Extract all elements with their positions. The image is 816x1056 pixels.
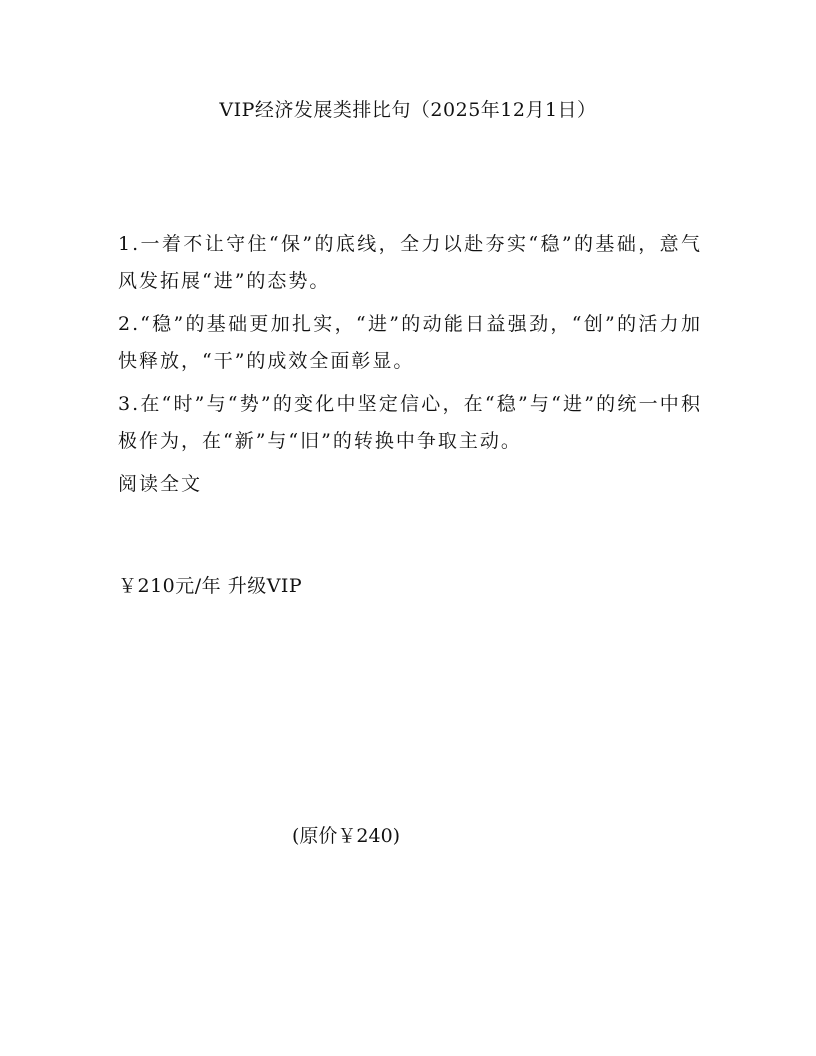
- paragraph-2: 2.“稳”的基础更加扎实，“进”的动能日益强劲，“创”的活力加快释放，“干”的成效全面彰显。: [118, 313, 702, 372]
- document-body: [118, 226, 702, 503]
- original-price: (原价￥240): [292, 825, 401, 847]
- paragraph-3: 3.在“时”与“势”的变化中坚定信心，在“稳”与“进”的统一中积极作为，在“新”与“旧”的转换中争取主动。: [118, 393, 702, 452]
- vip-price-label[interactable]: ￥210元/年 升级VIP: [118, 575, 303, 597]
- vip-upgrade-offer[interactable]: [118, 570, 302, 602]
- document-title: VIP经济发展类排比句（2025年12月1日）: [219, 99, 597, 121]
- read-full-text-link[interactable]: 阅读全文: [118, 473, 203, 495]
- paragraph-1: 1.一着不让守住“保”的底线，全力以赴夯实“稳”的基础，意气风发拓展“进”的态势。: [118, 233, 702, 292]
